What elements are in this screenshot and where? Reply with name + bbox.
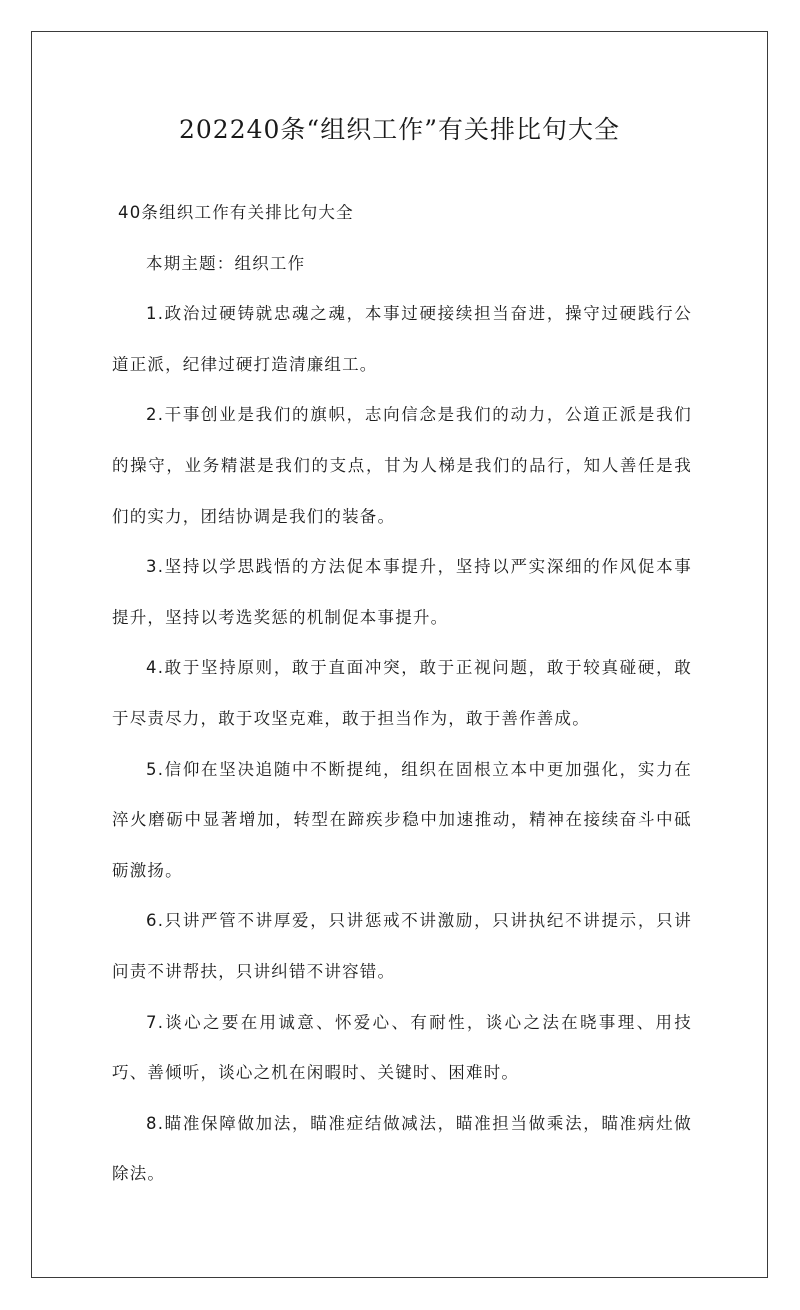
list-item: 4.敢于坚持原则，敢于直面冲突，敢于正视问题，敢于较真碰硬，敢于尽责尽力，敢于攻坚克难，敢于担当作为，敢于善作善成。: [112, 658, 692, 728]
list-item: 3.坚持以学思践悟的方法促本事提升，坚持以严实深细的作风促本事提升，坚持以考选奖惩的机制促本事提升。: [112, 557, 692, 627]
list-item: 7.谈心之要在用诚意、怀爱心、有耐性，谈心之法在晓事理、用技巧、善倾听，谈心之机在闲暇时、关键时、困难时。: [112, 1012, 692, 1083]
list-item: 5.信仰在坚决追随中不断提纯，组织在固根立本中更加强化，实力在淬火磨砺中显著增加，转型在蹄疾步稳中加速推动，精神在接续奋斗中砥砺激扬。: [112, 759, 692, 880]
document-body: [112, 188, 692, 1200]
list-item: 8.瞄准保障做加法，瞄准症结做减法，瞄准担当做乘法，瞄准病灶做除法。: [112, 1113, 692, 1184]
list-item: 2.干事创业是我们的旗帜，志向信念是我们的动力，公道正派是我们的操守，业务精湛是我们的支点，甘为人梯是我们的品行，知人善任是我们的实力，团结协调是我们的装备。: [112, 405, 692, 526]
list-item: 1.政治过硬铸就忠魂之魂，本事过硬接续担当奋进，操守过硬践行公道正派，纪律过硬打造清廉组工。: [112, 304, 692, 374]
theme-line: 本期主题：组织工作: [146, 253, 306, 273]
intro-line: 40条组织工作有关排比句大全: [118, 203, 354, 222]
list-item: 6.只讲严管不讲厚爱，只讲惩戒不讲激励，只讲执纪不讲提示，只讲问责不讲帮扶，只讲纠错不讲容错。: [112, 911, 692, 981]
document-title: 202240条“组织工作”有关排比句大全: [179, 115, 620, 144]
